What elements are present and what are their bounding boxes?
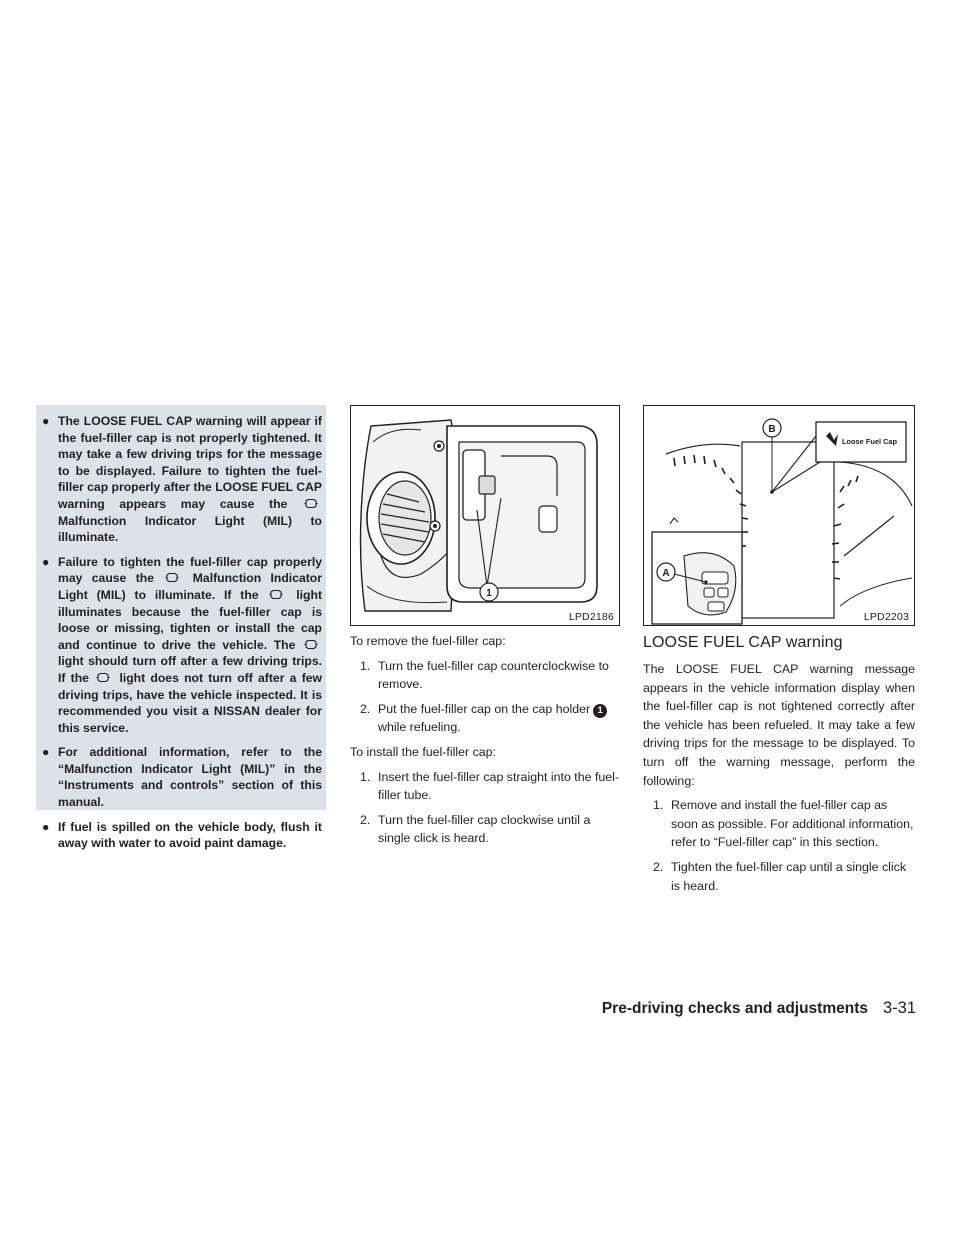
fuel-cap-column bbox=[350, 405, 620, 854]
warning-text: Failure to tighten the fuel-filler cap properly may cause the bbox=[58, 554, 322, 586]
install-intro: To install the fuel-filler cap: bbox=[350, 744, 497, 759]
bullet-icon: ● bbox=[42, 414, 50, 428]
step-text-cont: while refueling. bbox=[378, 720, 461, 735]
list-item bbox=[350, 657, 620, 694]
step-text: Tighten the fuel-filler cap until a single click is heard. bbox=[671, 859, 907, 893]
step-number: 1. bbox=[360, 769, 371, 784]
loose-fuel-cap-display-text: Loose Fuel Cap bbox=[842, 437, 898, 446]
instrument-cluster-figure bbox=[643, 405, 915, 626]
install-steps bbox=[350, 768, 620, 848]
list-item bbox=[643, 858, 915, 895]
warning-text: Malfunction Indicator Light (MIL) to illuminate. If the bbox=[58, 571, 322, 602]
bullet-icon: ● bbox=[42, 745, 50, 760]
figure-code: LPD2203 bbox=[863, 611, 909, 623]
warning-text: Malfunction Indicator Light (MIL) to illuminate. bbox=[58, 513, 322, 545]
figure-callout-b: B bbox=[768, 424, 776, 435]
list-item bbox=[42, 744, 322, 810]
step-number: 1. bbox=[653, 798, 664, 813]
warning-box bbox=[36, 405, 326, 851]
list-item bbox=[42, 413, 322, 546]
remove-steps bbox=[350, 657, 620, 737]
mil-icon bbox=[165, 571, 179, 582]
footer-section-title: Pre-driving checks and adjustments bbox=[601, 1000, 868, 1017]
instrument-cluster-illustration bbox=[644, 406, 914, 625]
figure-callout-1: 1 bbox=[486, 588, 492, 599]
mil-icon bbox=[96, 671, 110, 682]
loose-steps bbox=[643, 796, 915, 895]
warning-text: The LOOSE FUEL CAP warning will appear if the fuel-filler cap is not properly tightened. It may take a few driving trips for the message to be displayed. Failure to tighten the fuel-filler cap properly after the LOOSE FUEL CAP warning appears may cause the bbox=[58, 414, 322, 511]
loose-fuel-cap-column bbox=[643, 405, 915, 901]
figure-code: LPD2186 bbox=[568, 611, 614, 623]
mil-icon bbox=[269, 588, 283, 599]
list-item bbox=[643, 796, 915, 852]
step-text: Remove and install the fuel-filler cap as soon as possible. For additional information, refer to “Fuel-filler cap” in this section. bbox=[671, 798, 914, 850]
warning-text: light should turn off after a few driving trips. If the bbox=[58, 654, 322, 685]
step-text: Insert the fuel-filler cap straight into the fuel-filler tube. bbox=[378, 769, 620, 803]
step-text: Turn the fuel-filler cap counterclockwise to remove. bbox=[378, 658, 609, 692]
warning-list bbox=[42, 413, 322, 852]
step-number: 2. bbox=[653, 859, 664, 874]
step-number: 1. bbox=[360, 658, 371, 673]
list-item bbox=[350, 700, 620, 737]
list-item bbox=[42, 819, 322, 852]
page-number: 3-31 bbox=[882, 999, 916, 1017]
step-number: 2. bbox=[360, 701, 371, 716]
section-body: The LOOSE FUEL CAP warning message appears in the vehicle information display when the fuel-filler cap is not tightened correctly after the vehicle has been refueled. It may take a few driving trips for the message to be displayed. To turn off the warning message, perform the following: bbox=[643, 662, 915, 788]
remove-intro: To remove the fuel-filler cap: bbox=[350, 634, 506, 648]
step-text: Put the fuel-filler cap on the cap holder bbox=[378, 701, 591, 716]
figure-callout-a: A bbox=[662, 568, 670, 579]
fuel-filler-door-figure bbox=[350, 405, 620, 626]
list-item bbox=[42, 554, 322, 737]
step-number: 2. bbox=[360, 812, 371, 827]
page-footer bbox=[0, 1000, 960, 1020]
bullet-icon: ● bbox=[42, 554, 50, 569]
section-heading: LOOSE FUEL CAP warning bbox=[643, 634, 843, 651]
list-item bbox=[350, 768, 620, 805]
bullet-icon: ● bbox=[42, 819, 50, 834]
list-item bbox=[350, 811, 620, 848]
warning-text: For additional information, refer to the “Malfunction Indicator Light (MIL)” in the “Instruments and controls” section of this manual. bbox=[58, 745, 322, 810]
callout-1-icon: 1 bbox=[593, 704, 607, 718]
fuel-filler-door-illustration bbox=[351, 406, 619, 625]
warning-text: If fuel is spilled on the vehicle body, flush it away with water to avoid paint damage. bbox=[58, 819, 322, 851]
warning-text: light illuminates because the fuel-filler cap is loose or missing, tighten or install the cap and continue to drive the vehicle. The bbox=[58, 587, 322, 652]
step-text: Turn the fuel-filler cap clockwise until a single click is heard. bbox=[378, 812, 591, 846]
warning-text: light does not turn off after a few driving trips, have the vehicle inspected. It is recommended you visit a NISSAN dealer for this service. bbox=[58, 670, 323, 735]
mil-icon bbox=[304, 497, 318, 508]
mil-icon bbox=[304, 638, 318, 649]
